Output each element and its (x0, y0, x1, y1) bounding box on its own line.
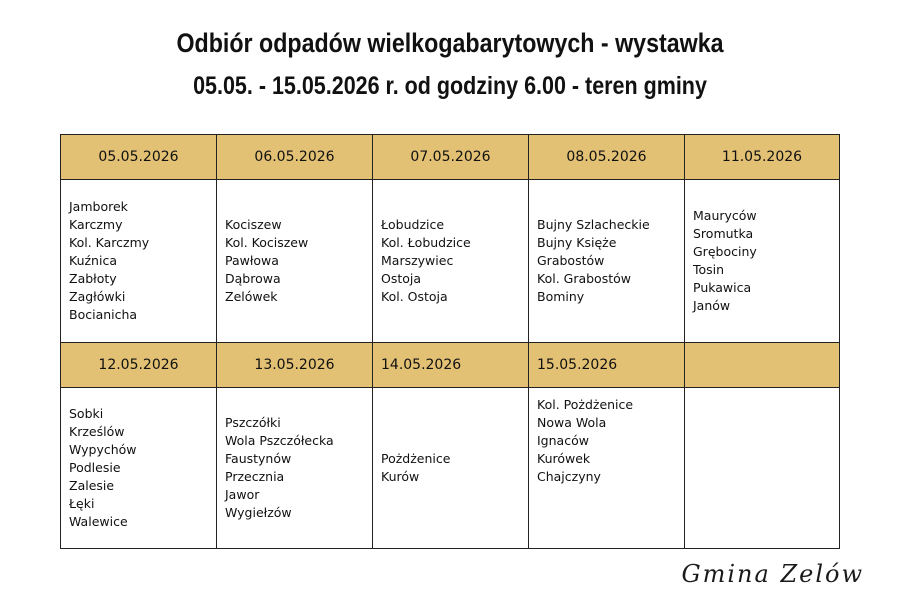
place-item: Bujny Księże (537, 235, 617, 250)
place-item: Zelówek (225, 289, 278, 304)
place-item: Sobki (69, 406, 104, 421)
places-cell-1 (61, 180, 217, 343)
place-item: Łęki (69, 496, 95, 511)
place-item: Przecznia (225, 469, 285, 484)
place-item: Kol. Pożdżenice (537, 397, 634, 412)
places-cell-empty (685, 388, 839, 548)
place-item: Kurówek (537, 451, 591, 466)
place-item: Tosin (693, 262, 725, 277)
place-item: Jamborek (69, 199, 128, 214)
place-item: Sromutka (693, 226, 754, 241)
date-header-6: 12.05.2026 (61, 343, 217, 388)
place-item: Pożdżenice (381, 451, 451, 466)
place-item: Krześlów (69, 424, 125, 439)
page-title: Odbiór odpadów wielkogabarytowych - wystawka (176, 28, 724, 58)
place-item: Ostoja (381, 271, 422, 286)
place-item: Wypychów (69, 442, 137, 457)
place-item: Zabłoty (69, 271, 117, 286)
place-item: Wygiełzów (225, 505, 292, 520)
date-header-7: 13.05.2026 (217, 343, 373, 388)
place-item: Walewice (69, 514, 128, 529)
gmina-signature: Gmina Zelów (681, 560, 864, 588)
places-cell-7 (217, 388, 373, 548)
date-header-5: 11.05.2026 (685, 135, 839, 180)
place-item: Karczmy (69, 217, 123, 232)
place-item: Jawor (225, 487, 260, 502)
date-header-8: 14.05.2026 (373, 343, 529, 388)
page-subtitle: 05.05. - 15.05.2026 r. od godziny 6.00 - teren gminy (193, 72, 707, 100)
place-item: Kol. Karczmy (69, 235, 150, 250)
place-item: Grabostów (537, 253, 605, 268)
place-item: Kol. Kociszew (225, 235, 309, 250)
place-item: Wola Pszczółecka (225, 433, 334, 448)
places-cell-9 (529, 388, 685, 548)
place-item: Pukawica (693, 280, 752, 295)
date-header-2: 06.05.2026 (217, 135, 373, 180)
place-item: Bujny Szlacheckie (537, 217, 650, 232)
place-item: Bocianicha (69, 307, 138, 322)
date-header-4: 08.05.2026 (529, 135, 685, 180)
place-item: Kol. Łobudzice (381, 235, 471, 250)
places-cell-5 (685, 180, 839, 343)
schedule-table (60, 134, 840, 549)
place-item: Kurów (381, 469, 420, 484)
place-item: Chajczyny (537, 469, 601, 484)
date-header-9: 15.05.2026 (529, 343, 685, 388)
place-item: Dąbrowa (225, 271, 281, 286)
places-cell-6 (61, 388, 217, 548)
place-item: Bominy (537, 289, 585, 304)
place-item: Kol. Grabostów (537, 271, 631, 286)
place-item: Faustynów (225, 451, 292, 466)
place-item: Podlesie (69, 460, 121, 475)
place-item: Zalesie (69, 478, 115, 493)
place-item: Pszczółki (225, 415, 281, 430)
place-item: Mauryców (693, 208, 757, 223)
place-item: Pawłowa (225, 253, 279, 268)
date-header-1: 05.05.2026 (61, 135, 217, 180)
place-item: Łobudzice (381, 217, 445, 232)
place-item: Janów (693, 298, 731, 313)
place-item: Grębociny (693, 244, 757, 259)
place-item: Kociszew (225, 217, 282, 232)
place-item: Kuźnica (69, 253, 117, 268)
places-cell-4 (529, 180, 685, 343)
places-cell-3 (373, 180, 529, 343)
place-item: Ignaców (537, 433, 589, 448)
place-item: Kol. Ostoja (381, 289, 448, 304)
place-item: Zagłówki (69, 289, 126, 304)
date-header-3: 07.05.2026 (373, 135, 529, 180)
place-item: Marszywiec (381, 253, 454, 268)
date-header-empty (685, 343, 839, 388)
places-cell-8 (373, 388, 529, 548)
places-cell-2 (217, 180, 373, 343)
place-item: Nowa Wola (537, 415, 607, 430)
